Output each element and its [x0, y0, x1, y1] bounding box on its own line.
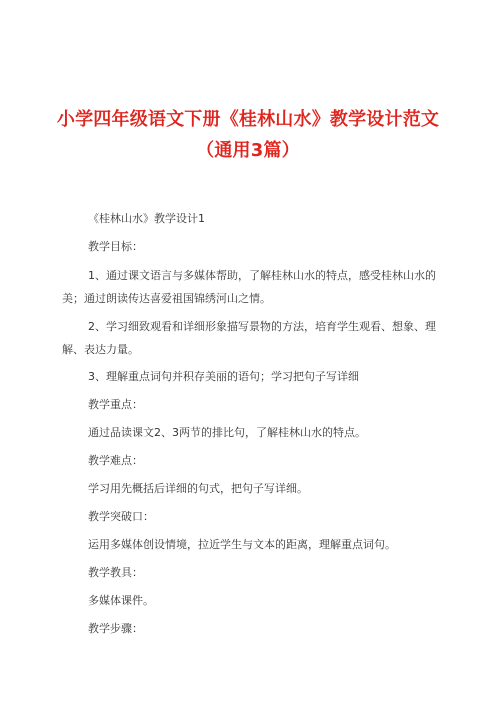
key-points-text: 通过品读课文2、3两节的排比句，了解桂林山水的特点。 [88, 426, 366, 439]
breakthrough-text: 运用多媒体创设情境，拉近学生与文本的距离，理解重点词句。 [88, 538, 396, 551]
objective-2: 2、学习细致观看和详细形象描写景物的方法，培育学生观看、想象、理解、表达力量。 [62, 320, 436, 356]
document-title: 小学四年级语文下册《桂林山水》教学设计范文（通用3篇） [56, 109, 440, 161]
heading-teaching-objectives: 教学目标： [88, 240, 143, 253]
objective-3: 3、理解重点词句并积存美丽的语句；学习把句子写详细 [88, 370, 359, 383]
section-heading-design-1: 《桂林山水》教学设计1 [88, 212, 205, 225]
teaching-aids-text: 多媒体课件。 [88, 594, 154, 607]
objective-1: 1、通过课文语言与多媒体帮助，了解桂林山水的特点，感受桂林山水的美；通过朗读传达喜爱祖国锦绣河山之情。 [62, 269, 436, 305]
difficulties-text: 学习用先概括后详细的句式，把句子写详细。 [88, 482, 308, 495]
document-body [62, 205, 436, 643]
heading-teaching-aids: 教学教具： [88, 566, 143, 579]
heading-teaching-steps: 教学步骤： [88, 622, 143, 635]
heading-difficulties: 教学难点： [88, 454, 143, 467]
heading-key-points: 教学重点： [88, 398, 143, 411]
heading-breakthrough: 教学突破口： [88, 510, 154, 523]
